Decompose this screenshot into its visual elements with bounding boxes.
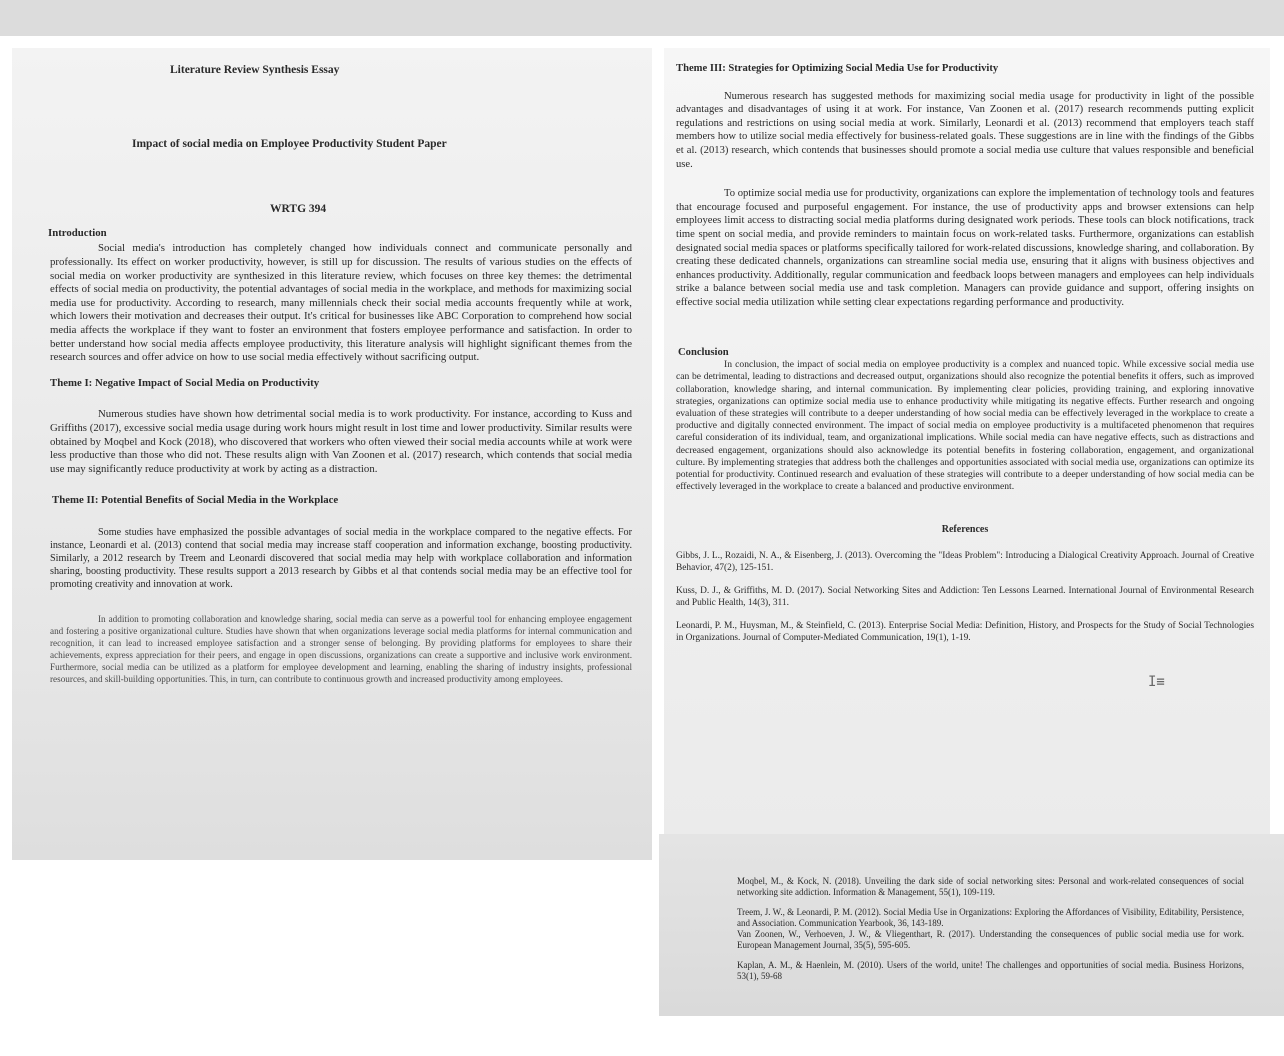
theme3-paragraph-b: To optimize social media use for productivity, organizations can explore the implementation of technology tools and features that encourage focused and purposeful engagement. For instance, the use of productivity apps and browser extensions can help employees limit access to distracting social media platforms during designated work periods. These tools can block notifications, track time spent on social media, and provide reminders to maintain focus on work-related tasks. Furthermore, organizations can establish designated social media spaces or platforms specifically tailored for work-related discussions, knowledge sharing, and collaboration. By creating these dedicated channels, organizations can streamline social media use, ensuring that it aligns with business objectives and enhances productivity. Additionally, regular communication and feedback loops between managers and employees can help individuals strike a balance between social media use and task completion. Managers can provide guidance and support, offering insights on effective social media utilization while setting clear expectations regarding performance and productivity. <box>676 188 1254 308</box>
reference-item: Gibbs, J. L., Rozaidi, N. A., & Eisenberg, J. (2013). Overcoming the "Ideas Problem": Introducing a Dialogical Creativity Approach. Journal of Creative Behavior, 47(2), 125-151. <box>676 550 1254 573</box>
reference-item: Moqbel, M., & Kock, N. (2018). Unveiling the dark side of social networking sites: Personal and work-related consequences of social networking site addiction. Information & Management, 55(1), 109-119. <box>737 876 1244 897</box>
introduction-paragraph: Social media's introduction has completely changed how individuals connect and communicate personally and professionally. Its effect on worker productivity, however, is still up for discussion. The results of various studies on the effects of social media on worker productivity are synthesized in this literature review, which focuses on three key themes: the detrimental effects of social media on productivity, the potential advantages of social media in the workplace, and methods for maximizing social media use for productivity. According to research, many millennials check their social media accounts frequently while at work, which lowers their motivation and decreases their output. It's critical for businesses like ABC Corporation to comprehend how social media affects the workplace if they want to foster an environment that fosters employee performance and satisfaction. In order to better understand how social media affects employee productivity, this literature analysis will highlight significant themes from the research sources and offer advice on how to use social media effectively without sacrificing output. <box>50 242 632 364</box>
course-code: WRTG 394 <box>270 203 327 216</box>
document-page-left <box>12 48 652 860</box>
reference-item: Kaplan, A. M., & Haenlein, M. (2010). Users of the world, unite! The challenges and opportunities of social media. Business Horizons, 53(1), 59-68 <box>737 960 1244 981</box>
document-page-right <box>664 48 1270 834</box>
reference-item: Leonardi, P. M., Huysman, M., & Steinfield, C. (2013). Enterprise Social Media: Definition, History, and Prospects for the Study of Social Technologies in Organizations. Journal of Computer-Mediated Communication, 19(1), 1-19. <box>676 621 1254 643</box>
essay-type-heading: Literature Review Synthesis Essay <box>170 64 340 76</box>
theme1-heading: Theme I: Negative Impact of Social Media on Productivity <box>50 376 320 389</box>
theme2-paragraph-b: In addition to promoting collaboration and knowledge sharing, social media can serve as a powerful tool for enhancing employee engagement and fostering a positive organizational culture. Studies have shown that when organizations leverage social media platforms for internal communication and recognition, it can lead to increased employee satisfaction and a stronger sense of belonging. By providing platforms for employees to share their achievements, express appreciation for their peers, and engage in open discussions, organizations can create a supportive and inclusive work environment. Furthermore, social media can be utilized as a platform for employee development and learning, enabling the sharing of industry insights, professional resources, and skill-building opportunities. This, in turn, can contribute to continuous growth and increased productivity among employees. <box>50 613 632 684</box>
paper-title: Impact of social media on Employee Productivity Student Paper <box>132 137 447 150</box>
document-page-bottom <box>659 834 1284 1016</box>
theme2-heading: Theme II: Potential Benefits of Social Media in the Workplace <box>52 494 339 507</box>
conclusion-paragraph: In conclusion, the impact of social media on employee productivity is a complex and nuanced topic. While excessive social media use can be detrimental, leading to distractions and decreased output, organizations should also recognize the potential benefits it offers, such as improved collaboration, knowledge sharing, and internal communication. By implementing clear policies, providing training, and exploring innovative strategies, organizations can optimize social media use to enhance productivity while mitigating its negative effects. Further research and ongoing evaluation of these strategies will contribute to a deeper understanding of how social media can be effectively leveraged in the workplace to create a productive and digitally connected environment. The impact of social media on employee productivity is a multifaceted phenomenon that requires careful consideration of its individual, team, and organizational implications. While social media can have negative effects, such as distractions and decreased engagement, organizations should also acknowledge its potential benefits in fostering collaboration, engagement, and organizational culture. By implementing strategies that address both the challenges and opportunities associated with social media use, organizations can optimize its potential for productivity. Continued research and evaluation of these strategies will contribute to a deeper understanding of how social media can be effectively leveraged in the workplace to create a balanced and productive environment. <box>676 359 1254 493</box>
theme3-heading: Theme III: Strategies for Optimizing Social Media Use for Productivity <box>676 63 999 74</box>
conclusion-heading: Conclusion <box>678 346 729 358</box>
references-heading: References <box>941 524 989 536</box>
theme2-paragraph: Some studies have emphasized the possible advantages of social media in the workplace compared to the negative effects. For instance, Leonardi et al. (2013) contend that social media may increase staff cooperation and information exchange, boosting productivity. Similarly, a 2012 research by Treem and Leonardi discovered that social media may help with workplace collaboration and information sharing, boosting productivity. These results support a 2013 research by Gibbs et al that contends social media may be an effective tool for promoting creativity and innovation at work. <box>50 526 632 590</box>
reference-item: Kuss, D. J., & Griffiths, M. D. (2017). Social Networking Sites and Addiction: Ten Lessons Learned. International Journal of Environmental Research and Public Health, 14(3), 311. <box>676 586 1254 608</box>
top-bar <box>0 0 1284 36</box>
text-cursor-icon: I≡ <box>1148 674 1165 690</box>
reference-item: Van Zoonen, W., Verhoeven, J. W., & Vliegenthart, R. (2017). Understanding the consequences of public social media use for work. European Management Journal, 35(5), 595-605. <box>737 929 1244 950</box>
reference-item: Treem, J. W., & Leonardi, P. M. (2012). Social Media Use in Organizations: Exploring the Affordances of Visibility, Editability, Persistence, and Association. Communication Yearbook, 36, 143-189. <box>737 907 1244 928</box>
introduction-heading: Introduction <box>48 226 107 239</box>
theme1-paragraph: Numerous studies have shown how detrimental social media is to work productivity. For instance, according to Kuss and Griffiths (2017), excessive social media usage during work hours might result in lost time and lower productivity. Similar results were obtained by Moqbel and Kock (2018), who discovered that workers who often viewed their social media accounts while at work were less productive than those who did not. These results align with Van Zoonen et al. (2017) research, which contends that social media use may significantly reduce productivity at work by acting as a distraction. <box>50 408 632 475</box>
theme3-paragraph-a: Numerous research has suggested methods for maximizing social media usage for productivity in light of the possible advantages and disadvantages of using it at work. For instance, Van Zoonen et al. (2017) research recommends putting explicit regulations and restrictions on using social media at work. Similarly, Leonardi et al. (2013) recommend that employers teach staff members how to utilize social media effectively for business-related goals. These suggestions are in line with the findings of the Gibbs et al. (2013) research, which contends that businesses should promote a social media use culture that values responsible and beneficial use. <box>676 90 1254 170</box>
